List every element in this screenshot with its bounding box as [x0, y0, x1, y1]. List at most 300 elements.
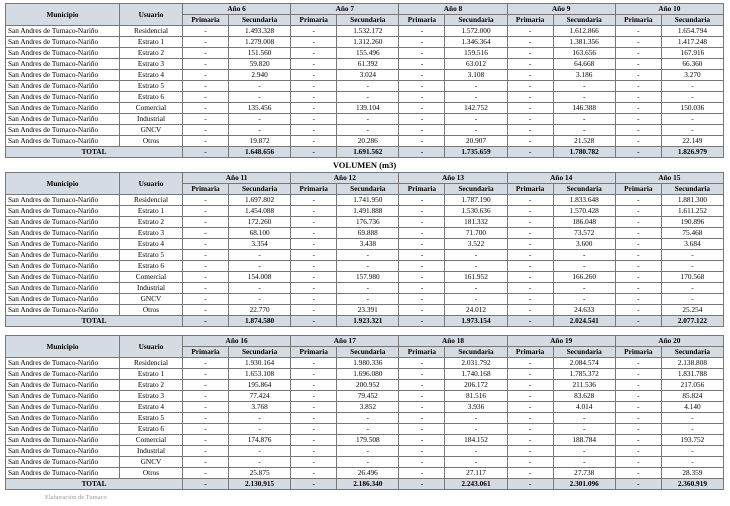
- usuario-cell: Comercial: [120, 435, 183, 446]
- value-cell: -: [183, 206, 229, 217]
- value-cell: -: [337, 413, 399, 424]
- value-cell: -: [183, 358, 229, 369]
- value-cell: -: [615, 391, 661, 402]
- total-label: TOTAL: [6, 316, 183, 327]
- value-cell: 73.572: [553, 228, 615, 239]
- value-cell: -: [337, 294, 399, 305]
- value-cell: 1.611.252: [661, 206, 723, 217]
- value-cell: -: [399, 261, 445, 272]
- value-cell: 19.872: [229, 136, 291, 147]
- value-cell: -: [183, 195, 229, 206]
- value-cell: -: [615, 413, 661, 424]
- value-cell: -: [615, 239, 661, 250]
- value-cell: -: [183, 228, 229, 239]
- value-cell: -: [507, 81, 553, 92]
- table-row: [6, 369, 724, 380]
- usuario-cell: Otros: [120, 136, 183, 147]
- column-header-primaria: Primaria: [399, 347, 445, 358]
- total-label: TOTAL: [6, 147, 183, 158]
- usuario-cell: Estrato 4: [120, 70, 183, 81]
- value-cell: -: [291, 283, 337, 294]
- column-header-secundaria: Secundaria: [229, 184, 291, 195]
- value-cell: -: [291, 446, 337, 457]
- value-cell: -: [615, 380, 661, 391]
- value-cell: -: [183, 217, 229, 228]
- municipio-cell: San Andres de Tumaco-Nariño: [6, 391, 120, 402]
- value-cell: -: [507, 294, 553, 305]
- usuario-cell: Estrato 1: [120, 369, 183, 380]
- total-value-cell: 2.301.096: [553, 479, 615, 490]
- value-cell: -: [507, 468, 553, 479]
- usuario-cell: Estrato 4: [120, 239, 183, 250]
- value-cell: 69.888: [337, 228, 399, 239]
- column-header-primaria: Primaria: [291, 15, 337, 26]
- value-cell: -: [291, 413, 337, 424]
- value-cell: 170.568: [661, 272, 723, 283]
- usuario-cell: Estrato 3: [120, 228, 183, 239]
- value-cell: 172.260: [229, 217, 291, 228]
- total-value-cell: -: [183, 479, 229, 490]
- value-cell: -: [507, 114, 553, 125]
- municipio-cell: San Andres de Tumaco-Nariño: [6, 250, 120, 261]
- value-cell: -: [229, 261, 291, 272]
- value-cell: 3.522: [445, 239, 507, 250]
- value-cell: 139.104: [337, 103, 399, 114]
- column-header-secundaria: Secundaria: [337, 347, 399, 358]
- value-cell: -: [291, 380, 337, 391]
- value-cell: -: [291, 468, 337, 479]
- value-cell: -: [399, 136, 445, 147]
- total-value-cell: 1.780.782: [553, 147, 615, 158]
- value-cell: -: [183, 369, 229, 380]
- value-cell: -: [291, 206, 337, 217]
- value-cell: -: [291, 37, 337, 48]
- value-cell: -: [183, 37, 229, 48]
- value-cell: 4.140: [661, 402, 723, 413]
- value-cell: -: [399, 114, 445, 125]
- total-value-cell: -: [399, 147, 445, 158]
- value-cell: -: [553, 446, 615, 457]
- column-header-usuario: Usuario: [120, 4, 183, 26]
- value-cell: -: [615, 48, 661, 59]
- value-cell: -: [337, 125, 399, 136]
- value-cell: -: [291, 26, 337, 37]
- total-value-cell: 2.186.340: [337, 479, 399, 490]
- value-cell: -: [399, 457, 445, 468]
- year-header: Año 10: [615, 4, 723, 15]
- table-row: [6, 103, 724, 114]
- value-cell: -: [553, 81, 615, 92]
- value-cell: -: [445, 114, 507, 125]
- municipio-cell: San Andres de Tumaco-Nariño: [6, 369, 120, 380]
- table-row: [6, 206, 724, 217]
- value-cell: -: [291, 402, 337, 413]
- value-cell: -: [615, 435, 661, 446]
- municipio-cell: San Andres de Tumaco-Nariño: [6, 70, 120, 81]
- year-header: Año 19: [507, 336, 615, 347]
- value-cell: -: [507, 217, 553, 228]
- year-header: Año 16: [183, 336, 291, 347]
- value-cell: -: [291, 424, 337, 435]
- value-cell: 179.508: [337, 435, 399, 446]
- value-cell: 166.260: [553, 272, 615, 283]
- table-row: [6, 468, 724, 479]
- value-cell: -: [507, 305, 553, 316]
- value-cell: 1.980.336: [337, 358, 399, 369]
- table-row: [6, 26, 724, 37]
- table-row: [6, 305, 724, 316]
- table-row: [6, 413, 724, 424]
- value-cell: 1.346.364: [445, 37, 507, 48]
- value-cell: 190.896: [661, 217, 723, 228]
- table-row: [6, 37, 724, 48]
- table-row: [6, 435, 724, 446]
- value-cell: -: [507, 369, 553, 380]
- municipio-cell: San Andres de Tumaco-Nariño: [6, 114, 120, 125]
- value-cell: -: [507, 272, 553, 283]
- value-cell: 1.697.802: [229, 195, 291, 206]
- value-cell: 26.496: [337, 468, 399, 479]
- value-cell: 3.600: [553, 239, 615, 250]
- usuario-cell: Estrato 6: [120, 92, 183, 103]
- value-cell: -: [615, 228, 661, 239]
- value-cell: -: [183, 103, 229, 114]
- municipio-cell: San Andres de Tumaco-Nariño: [6, 435, 120, 446]
- year-header: Año 11: [183, 173, 291, 184]
- table-block-years-6-10: [5, 3, 724, 158]
- value-cell: -: [399, 217, 445, 228]
- value-cell: 75.468: [661, 228, 723, 239]
- value-cell: -: [229, 81, 291, 92]
- value-cell: -: [183, 391, 229, 402]
- value-cell: 142.752: [445, 103, 507, 114]
- usuario-cell: Industrial: [120, 114, 183, 125]
- usuario-cell: Estrato 5: [120, 81, 183, 92]
- value-cell: -: [291, 369, 337, 380]
- volume-table: [5, 3, 724, 158]
- value-cell: -: [507, 402, 553, 413]
- value-cell: -: [615, 261, 661, 272]
- value-cell: 1.532.172: [337, 26, 399, 37]
- municipio-cell: San Andres de Tumaco-Nariño: [6, 59, 120, 70]
- value-cell: -: [615, 250, 661, 261]
- year-header: Año 8: [399, 4, 507, 15]
- value-cell: -: [337, 92, 399, 103]
- table-row: [6, 195, 724, 206]
- value-cell: -: [445, 413, 507, 424]
- column-header-primaria: Primaria: [615, 15, 661, 26]
- value-cell: -: [553, 114, 615, 125]
- table-row: [6, 48, 724, 59]
- year-header: Año 12: [291, 173, 399, 184]
- municipio-cell: San Andres de Tumaco-Nariño: [6, 136, 120, 147]
- value-cell: 3.936: [445, 402, 507, 413]
- column-header-primaria: Primaria: [507, 184, 553, 195]
- municipio-cell: San Andres de Tumaco-Nariño: [6, 81, 120, 92]
- table-row: [6, 358, 724, 369]
- usuario-cell: Estrato 5: [120, 250, 183, 261]
- value-cell: 2.031.792: [445, 358, 507, 369]
- value-cell: -: [661, 413, 723, 424]
- value-cell: 155.496: [337, 48, 399, 59]
- value-cell: -: [507, 358, 553, 369]
- value-cell: -: [507, 70, 553, 81]
- column-header-secundaria: Secundaria: [337, 184, 399, 195]
- value-cell: 2.138.808: [661, 358, 723, 369]
- column-header-primaria: Primaria: [615, 347, 661, 358]
- municipio-cell: San Andres de Tumaco-Nariño: [6, 37, 120, 48]
- column-header-usuario: Usuario: [120, 173, 183, 195]
- table-row: [6, 283, 724, 294]
- total-value-cell: -: [183, 147, 229, 158]
- column-header-secundaria: Secundaria: [445, 15, 507, 26]
- municipio-cell: San Andres de Tumaco-Nariño: [6, 457, 120, 468]
- usuario-cell: Residencial: [120, 26, 183, 37]
- value-cell: -: [615, 195, 661, 206]
- usuario-cell: Otros: [120, 305, 183, 316]
- value-cell: 1.312.260: [337, 37, 399, 48]
- value-cell: -: [183, 125, 229, 136]
- year-header: Año 13: [399, 173, 507, 184]
- value-cell: -: [615, 272, 661, 283]
- value-cell: 21.528: [553, 136, 615, 147]
- value-cell: -: [183, 70, 229, 81]
- usuario-cell: Comercial: [120, 103, 183, 114]
- value-cell: -: [183, 283, 229, 294]
- value-cell: 1.454.088: [229, 206, 291, 217]
- value-cell: 195.864: [229, 380, 291, 391]
- value-cell: -: [507, 228, 553, 239]
- value-cell: -: [399, 413, 445, 424]
- value-cell: -: [661, 446, 723, 457]
- usuario-cell: GNCV: [120, 125, 183, 136]
- value-cell: -: [291, 114, 337, 125]
- value-cell: -: [183, 261, 229, 272]
- value-cell: -: [445, 250, 507, 261]
- value-cell: 1.740.168: [445, 369, 507, 380]
- total-value-cell: -: [399, 316, 445, 327]
- value-cell: -: [337, 81, 399, 92]
- value-cell: 2.084.574: [553, 358, 615, 369]
- value-cell: -: [615, 305, 661, 316]
- value-cell: -: [399, 283, 445, 294]
- value-cell: -: [337, 446, 399, 457]
- column-header-primaria: Primaria: [507, 15, 553, 26]
- value-cell: -: [661, 424, 723, 435]
- table-row: [6, 261, 724, 272]
- total-value-cell: -: [183, 316, 229, 327]
- municipio-cell: San Andres de Tumaco-Nariño: [6, 294, 120, 305]
- value-cell: -: [615, 136, 661, 147]
- table-row: [6, 294, 724, 305]
- municipio-cell: San Andres de Tumaco-Nariño: [6, 305, 120, 316]
- table-row: [6, 446, 724, 457]
- total-value-cell: -: [615, 479, 661, 490]
- value-cell: -: [661, 81, 723, 92]
- total-value-cell: 1.735.659: [445, 147, 507, 158]
- value-cell: 1.741.950: [337, 195, 399, 206]
- value-cell: 24.633: [553, 305, 615, 316]
- value-cell: 184.152: [445, 435, 507, 446]
- value-cell: -: [183, 26, 229, 37]
- municipio-cell: San Andres de Tumaco-Nariño: [6, 92, 120, 103]
- value-cell: -: [229, 250, 291, 261]
- value-cell: -: [507, 48, 553, 59]
- value-cell: 161.952: [445, 272, 507, 283]
- value-cell: 1.881.300: [661, 195, 723, 206]
- table-row: [6, 92, 724, 103]
- total-value-cell: -: [291, 316, 337, 327]
- value-cell: -: [615, 358, 661, 369]
- value-cell: -: [507, 380, 553, 391]
- value-cell: -: [553, 250, 615, 261]
- value-cell: -: [553, 413, 615, 424]
- value-cell: -: [661, 125, 723, 136]
- value-cell: 1.381.356: [553, 37, 615, 48]
- table-row: [6, 250, 724, 261]
- usuario-cell: Residencial: [120, 358, 183, 369]
- column-header-primaria: Primaria: [183, 184, 229, 195]
- value-cell: -: [291, 435, 337, 446]
- value-cell: -: [291, 294, 337, 305]
- value-cell: -: [445, 424, 507, 435]
- value-cell: -: [183, 250, 229, 261]
- table-row: [6, 70, 724, 81]
- column-header-municipio: Municipio: [6, 336, 120, 358]
- value-cell: -: [507, 125, 553, 136]
- municipio-cell: San Andres de Tumaco-Nariño: [6, 358, 120, 369]
- value-cell: 3.438: [337, 239, 399, 250]
- value-cell: -: [445, 294, 507, 305]
- volume-table: [5, 172, 724, 327]
- value-cell: -: [229, 92, 291, 103]
- municipio-cell: San Andres de Tumaco-Nariño: [6, 283, 120, 294]
- value-cell: 174.876: [229, 435, 291, 446]
- municipio-cell: San Andres de Tumaco-Nariño: [6, 26, 120, 37]
- year-header: Año 18: [399, 336, 507, 347]
- table-row: [6, 228, 724, 239]
- total-value-cell: -: [291, 479, 337, 490]
- value-cell: 167.916: [661, 48, 723, 59]
- value-cell: -: [615, 424, 661, 435]
- value-cell: -: [337, 250, 399, 261]
- value-cell: 25.254: [661, 305, 723, 316]
- table-row: [6, 402, 724, 413]
- value-cell: 135.456: [229, 103, 291, 114]
- value-cell: 211.536: [553, 380, 615, 391]
- value-cell: -: [291, 103, 337, 114]
- value-cell: 2.940: [229, 70, 291, 81]
- value-cell: 146.388: [553, 103, 615, 114]
- value-cell: 66.360: [661, 59, 723, 70]
- value-cell: -: [553, 283, 615, 294]
- value-cell: -: [399, 195, 445, 206]
- value-cell: -: [399, 380, 445, 391]
- value-cell: -: [661, 261, 723, 272]
- value-cell: -: [507, 206, 553, 217]
- value-cell: -: [229, 125, 291, 136]
- value-cell: -: [399, 424, 445, 435]
- value-cell: 1.831.788: [661, 369, 723, 380]
- table-block-years-16-20: [5, 335, 724, 490]
- value-cell: -: [615, 81, 661, 92]
- value-cell: -: [291, 92, 337, 103]
- value-cell: -: [183, 435, 229, 446]
- value-cell: 3.852: [337, 402, 399, 413]
- value-cell: -: [229, 457, 291, 468]
- municipio-cell: San Andres de Tumaco-Nariño: [6, 261, 120, 272]
- table-row: [6, 217, 724, 228]
- value-cell: 27.738: [553, 468, 615, 479]
- value-cell: -: [507, 435, 553, 446]
- column-header-secundaria: Secundaria: [553, 15, 615, 26]
- value-cell: 1.654.794: [661, 26, 723, 37]
- value-cell: -: [507, 250, 553, 261]
- value-cell: -: [553, 92, 615, 103]
- year-header: Año 20: [615, 336, 723, 347]
- value-cell: -: [445, 125, 507, 136]
- column-header-primaria: Primaria: [183, 15, 229, 26]
- value-cell: -: [399, 250, 445, 261]
- column-header-secundaria: Secundaria: [661, 184, 723, 195]
- value-cell: 22.770: [229, 305, 291, 316]
- value-cell: -: [615, 103, 661, 114]
- year-header: Año 9: [507, 4, 615, 15]
- value-cell: 1.491.888: [337, 206, 399, 217]
- header-row-years: [6, 4, 724, 15]
- value-cell: 20.907: [445, 136, 507, 147]
- table-row: [6, 81, 724, 92]
- column-header-secundaria: Secundaria: [337, 15, 399, 26]
- column-header-secundaria: Secundaria: [445, 184, 507, 195]
- municipio-cell: San Andres de Tumaco-Nariño: [6, 272, 120, 283]
- municipio-cell: San Andres de Tumaco-Nariño: [6, 468, 120, 479]
- value-cell: 206.172: [445, 380, 507, 391]
- value-cell: 1.612.866: [553, 26, 615, 37]
- value-cell: -: [661, 283, 723, 294]
- value-cell: 1.570.428: [553, 206, 615, 217]
- value-cell: 3.024: [337, 70, 399, 81]
- value-cell: -: [399, 305, 445, 316]
- value-cell: -: [399, 402, 445, 413]
- value-cell: 154.008: [229, 272, 291, 283]
- value-cell: -: [183, 48, 229, 59]
- value-cell: -: [507, 103, 553, 114]
- total-value-cell: 1.923.321: [337, 316, 399, 327]
- usuario-cell: GNCV: [120, 457, 183, 468]
- value-cell: 77.424: [229, 391, 291, 402]
- column-header-primaria: Primaria: [183, 347, 229, 358]
- value-cell: 157.980: [337, 272, 399, 283]
- value-cell: 159.516: [445, 48, 507, 59]
- municipio-cell: San Andres de Tumaco-Nariño: [6, 48, 120, 59]
- value-cell: -: [183, 59, 229, 70]
- value-cell: -: [291, 195, 337, 206]
- value-cell: -: [291, 391, 337, 402]
- value-cell: 28.359: [661, 468, 723, 479]
- value-cell: 217.056: [661, 380, 723, 391]
- value-cell: 27.117: [445, 468, 507, 479]
- usuario-cell: Estrato 5: [120, 413, 183, 424]
- volume-document: [5, 3, 724, 501]
- value-cell: -: [615, 125, 661, 136]
- value-cell: -: [291, 272, 337, 283]
- value-cell: -: [507, 92, 553, 103]
- usuario-cell: Estrato 1: [120, 206, 183, 217]
- value-cell: 4.014: [553, 402, 615, 413]
- municipio-cell: San Andres de Tumaco-Nariño: [6, 413, 120, 424]
- total-value-cell: 2.130.915: [229, 479, 291, 490]
